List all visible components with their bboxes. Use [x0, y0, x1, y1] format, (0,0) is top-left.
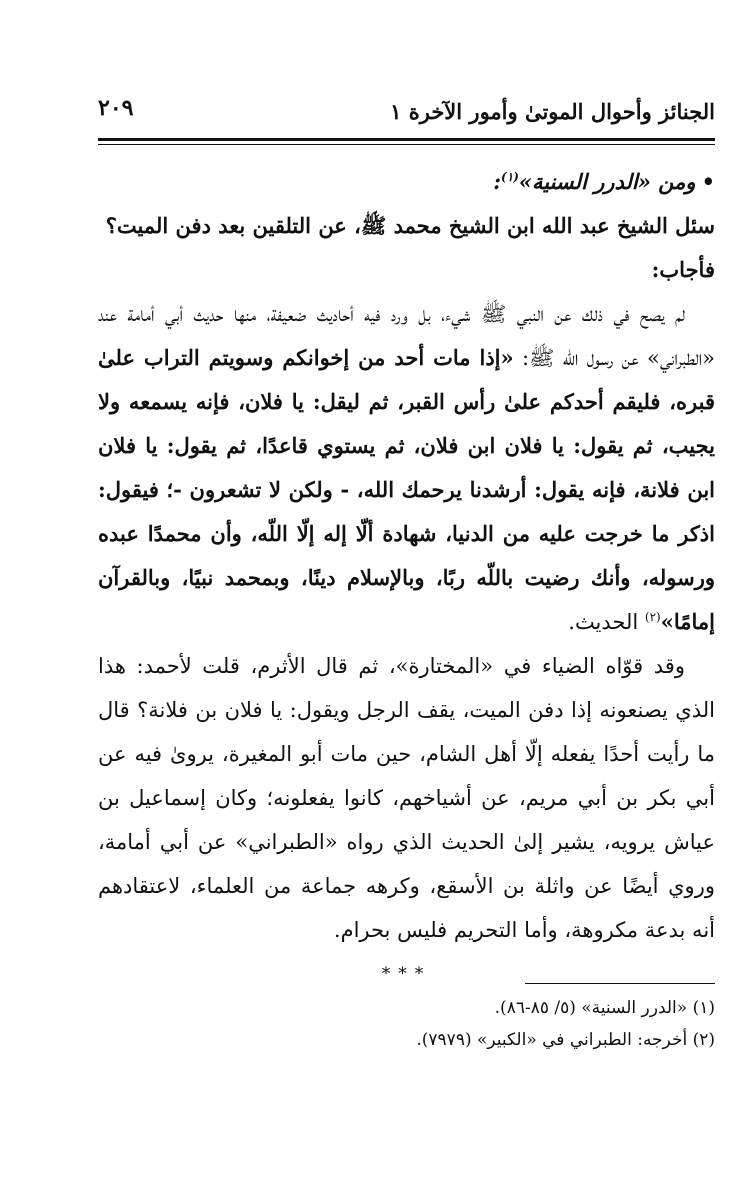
footnote-rule: [525, 983, 715, 984]
header-rule-thick: [98, 138, 715, 141]
paragraph-1-end: الحديث.: [568, 610, 645, 634]
footnote-2: (٢) أخرجه: الطبراني في «الكبير» (٧٩٧٩).: [416, 1030, 715, 1050]
page-header: [98, 93, 715, 135]
question: سئل الشيخ عبد الله ابن الشيخ محمد ﷺ، عن التلقين بعد دفن الميت؟: [105, 213, 715, 238]
footnote-ref-2: (٢): [644, 610, 661, 624]
paragraph-1-intro: لم يصح في ذلك عن النبي ﷺ شيء، بل ورد فيه أحاديث ضعيفة، منها حديث أبي أمامة عند «الطبراني» عن رسول الله ﷺ:: [98, 302, 715, 370]
main-text: [98, 160, 715, 996]
source-line: [98, 160, 715, 204]
footnotes: [98, 992, 715, 1056]
footnote-1: (١) «الدرر السنية» (٥/ ٨٥-٨٦).: [494, 998, 715, 1018]
footnote-ref-1: (١): [501, 170, 519, 184]
running-title: الجنائز وأحوال الموتىٰ وأمور الآخرة ١: [390, 99, 715, 124]
page-number: ٢٠٩: [98, 95, 134, 121]
source-colon: :: [493, 169, 502, 194]
hadith-text: «إذا مات أحد من إخوانكم وسويتم التراب علىٰ قبره، فليقم أحدكم علىٰ رأس القبر، ثم ليقل: يا فلان، فإنه يسمعه ولا يجيب، ثم يقول: يا فلان ابن فلان، ثم يستوي قاعدًا، ثم يقول: يا فلان ابن فلانة، فإنه يقول: أرشدنا يرحمك الله، - ولكن لا تشعرون -؛ فيقول: اذكر ما خرجت عليه من الدنيا، شهادة ألّا إله إلّا اللّه، وأن محمدًا عبده ورسوله، وأنك رضيت باللّه ربًا، وبالإسلام دينًا، وبمحمد نبيًا، وبالقرآن إمامًا»: [98, 345, 715, 634]
section-separator: ***: [381, 964, 432, 984]
answer-heading: فأجاب:: [651, 257, 715, 282]
bullet-icon: •: [701, 169, 715, 194]
paragraph-1: [98, 292, 715, 644]
paragraph-2: وقد قوّاه الضياء في «المختارة»، ثم قال الأثرم، قلت لأحمد: هذا الذي يصنعونه إذا دفن الميت، يقف الرجل ويقول: يا فلان بن فلانة؟ قال ما رأيت أحدًا يفعله إلّا أهل الشام، حين مات أبو المغيرة، يروىٰ فيه عن أبي بكر بن أبي مريم، عن أشياخهم، كانوا يفعلونه؛ وكان إسماعيل بن عياش يرويه، يشير إلىٰ الحديث الذي رواه «الطبراني» عن أبي أمامة، وروي أيضًا عن واثلة بن الأسقع، وكرهه جماعة من العلماء، لاعتقادهم أنه بدعة مكروهة، وأما التحريم فليس بحرام.: [98, 654, 715, 942]
source-title: ومن «الدرر السنية»: [518, 169, 696, 194]
header-rule-thin: [98, 144, 715, 145]
